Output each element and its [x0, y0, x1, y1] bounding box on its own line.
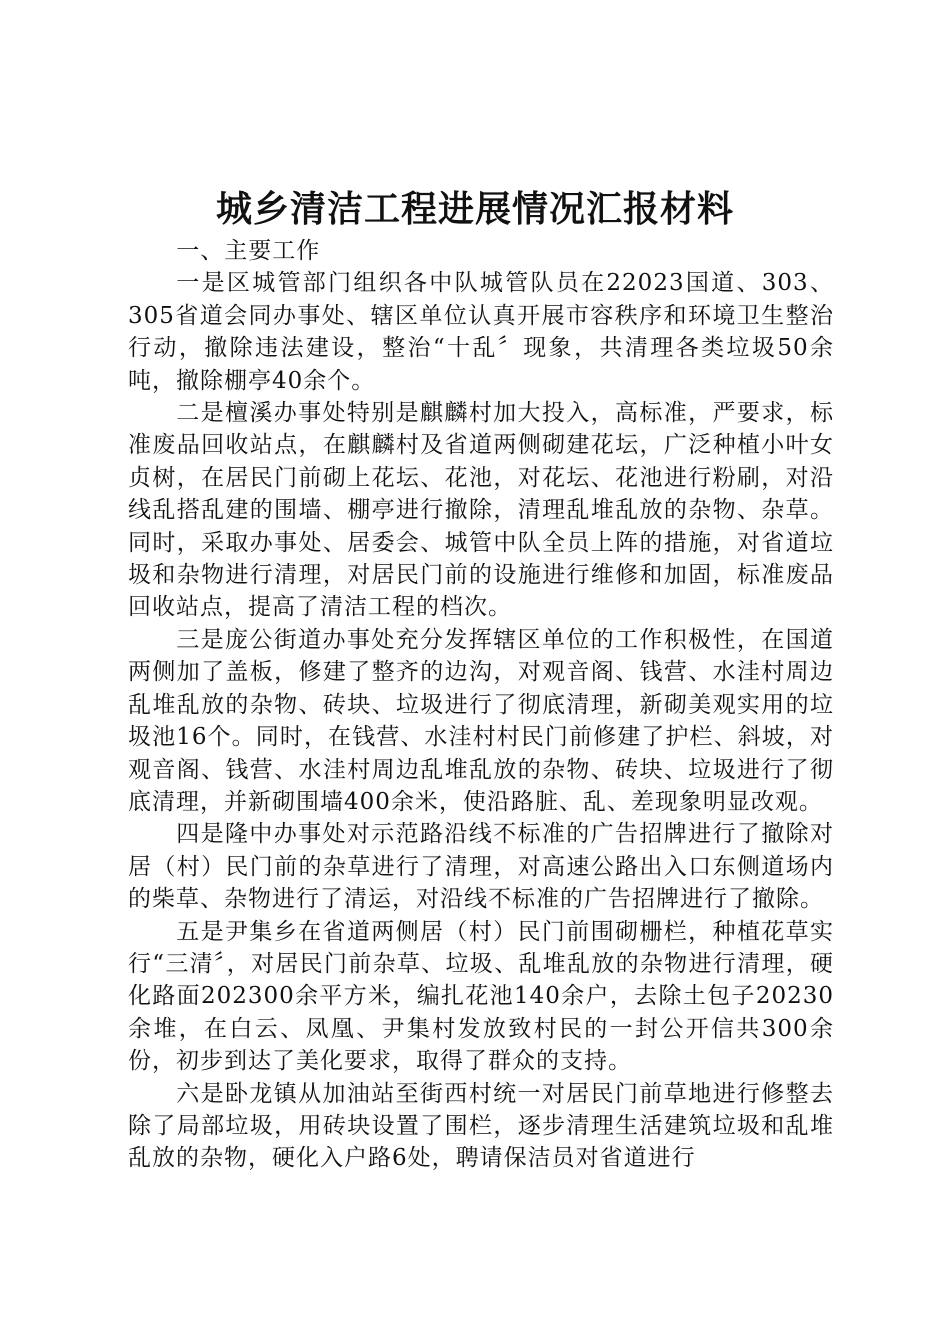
paragraph-1: 一是区城管部门组织各中队城管队员在22023国道、303、305省道会同办事处、辖区单位认真开展市容秩序和环境卫生整治行动，撤除违法建设，整治“十乱〞现象，共清理各类垃圾50余吨，撤除棚亭40余个。 [128, 270, 834, 394]
document-body [128, 235, 834, 1175]
paragraph-5: 五是尹集乡在省道两侧居（村）民门前围砌栅栏，种植花草实行“三清〞，对居民门前杂草、垃圾、乱堆乱放的杂物进行清理，硬化路面202300余平方米，编扎花池140余户，去除土包子20230余堆，在白云、凤凰、尹集村发放致村民的一封公开信共300余份，初步到达了美化要求，取得了群众的支持。 [128, 918, 834, 1075]
paragraph-4: 四是隆中办事处对示范路沿线不标准的广告招牌进行了撤除对居（村）民门前的杂草进行了清理，对高速公路出入口东侧道场内的柴草、杂物进行了清运，对沿线不标准的广告招牌进行了撤除。 [128, 821, 834, 913]
document-title: 城乡清洁工程进展情况汇报材料 [215, 188, 734, 230]
paragraph-6: 六是卧龙镇从加油站至街西村统一对居民门前草地进行修整去除了局部垃圾，用砖块设置了围栏，逐步清理生活建筑垃圾和乱堆乱放的杂物，硬化入户路6处，聘请保洁员对省道进行 [128, 1080, 834, 1172]
paragraph-3: 三是庞公街道办事处充分发挥辖区单位的工作积极性，在国道两侧加了盖板，修建了整齐的边沟，对观音阁、钱营、水洼村周边乱堆乱放的杂物、砖块、垃圾进行了彻底清理，新砌美观实用的垃圾池16个。同时，在钱营、水洼村村民门前修建了护栏、斜坡，对观音阁、钱营、水洼村周边乱堆乱放的杂物、砖块、垃圾进行了彻底清理，并新砌围墙400余米，使沿路脏、乱、差现象明显改观。 [128, 626, 834, 815]
section-heading: 一、主要工作 [176, 238, 321, 264]
paragraph-2: 二是檀溪办事处特别是麒麟村加大投入，高标准，严要求，标准废品回收站点，在麒麟村及省道两侧砌建花坛，广泛种植小叶女贞树，在居民门前砌上花坛、花池，对花坛、花池进行粉刷，对沿线乱搭乱建的围墙、棚亭进行撤除，清理乱堆乱放的杂物、杂草。同时，采取办事处、居委会、城管中队全员上阵的措施，对省道垃圾和杂物进行清理，对居民门前的设施进行维修和加固，标准废品回收站点，提高了清洁工程的档次。 [128, 400, 834, 621]
